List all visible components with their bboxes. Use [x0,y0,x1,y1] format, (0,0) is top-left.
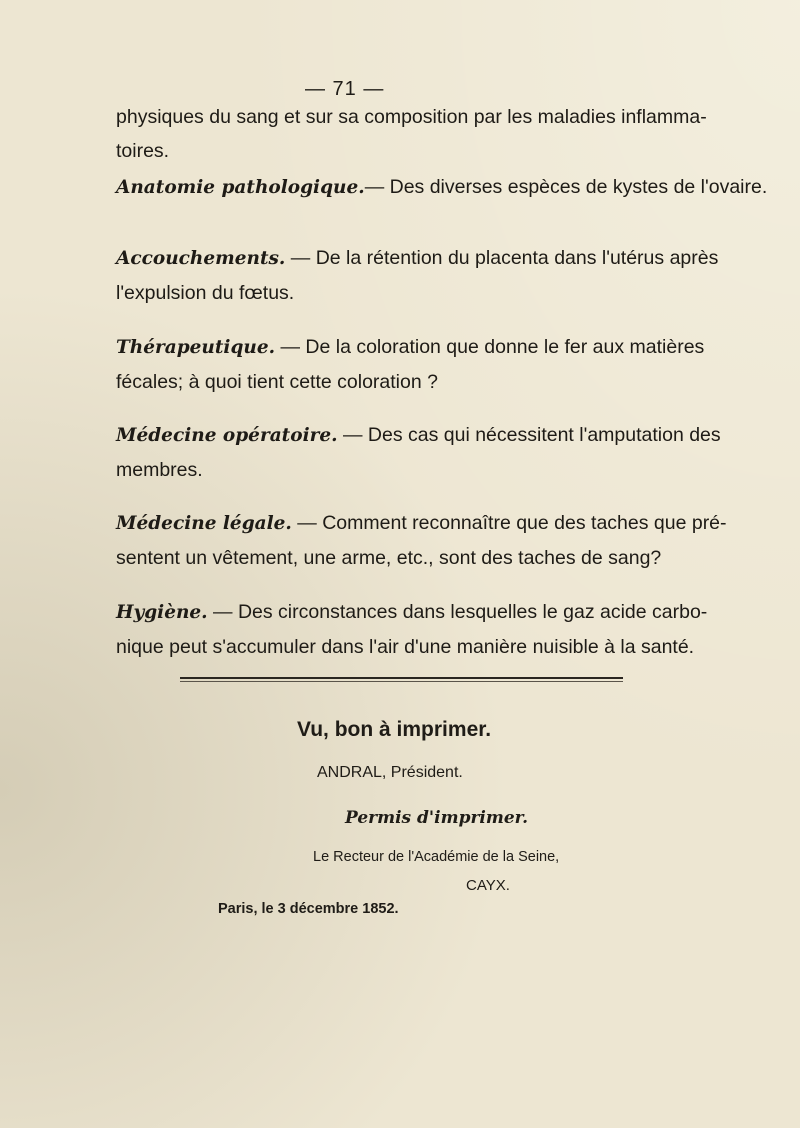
paragraph-text: — De la coloration que donne le fer aux matières [280,336,705,358]
paragraph-accouchements [116,241,719,310]
paragraph-line [116,595,708,630]
paragraph-line [116,330,705,365]
paragraph-medecine-legale [116,506,727,575]
paragraph-line [116,506,727,541]
page-number: — 71 — [305,78,385,100]
paragraph-line: fécales; à quoi tient cette coloration ? [116,371,438,393]
horizontal-rule [180,677,623,679]
section-heading: Anatomie pathologique. [116,177,365,198]
paragraph-intro [116,100,707,168]
paragraph-line [116,241,719,276]
paragraph-text: — Comment reconnaître que des taches que pré- [297,512,727,534]
approval-vu: Vu, bon à imprimer. [297,718,492,741]
paragraph-anatomie [116,170,768,205]
paragraph-line: l'expulsion du fœtus. [116,282,295,304]
approval-president: ANDRAL, Président. [317,764,463,781]
section-heading: Médecine opératoire. [116,425,338,446]
paragraph-medecine-operatoire [116,418,721,487]
paragraph-line: physiques du sang et sur sa composition par les maladies inflamma- [116,106,707,128]
paragraph-line: sentent un vêtement, une arme, etc., sont des taches de sang? [116,547,662,569]
approval-date: Paris, le 3 décembre 1852. [218,901,399,917]
approval-permis: Permis d'imprimer. [345,808,528,828]
section-heading: Médecine légale. [116,513,292,534]
paragraph-therapeutique [116,330,705,399]
paragraph-hygiene [116,595,708,664]
paragraph-line: membres. [116,459,203,481]
paragraph-line [116,418,721,453]
section-heading: Thérapeutique. [116,337,276,358]
paragraph-line [116,170,768,205]
paragraph-line: toires. [116,140,170,162]
approval-recteur: Le Recteur de l'Académie de la Seine, [313,849,560,865]
section-heading: Hygiène. [116,602,208,623]
horizontal-rule-thin [180,681,623,682]
section-heading: Accouchements. [116,248,286,269]
paragraph-line: nique peut s'accumuler dans l'air d'une manière nuisible à la santé. [116,636,695,658]
paragraph-text: — Des circonstances dans lesquelles le gaz acide carbo- [213,601,708,623]
paragraph-text: — Des diverses espèces de kystes de l'ovaire. [364,176,768,198]
approval-cayx: CAYX. [466,877,510,894]
paragraph-text: — Des cas qui nécessitent l'amputation des [342,424,721,446]
paragraph-text: — De la rétention du placenta dans l'utérus après [290,247,719,269]
